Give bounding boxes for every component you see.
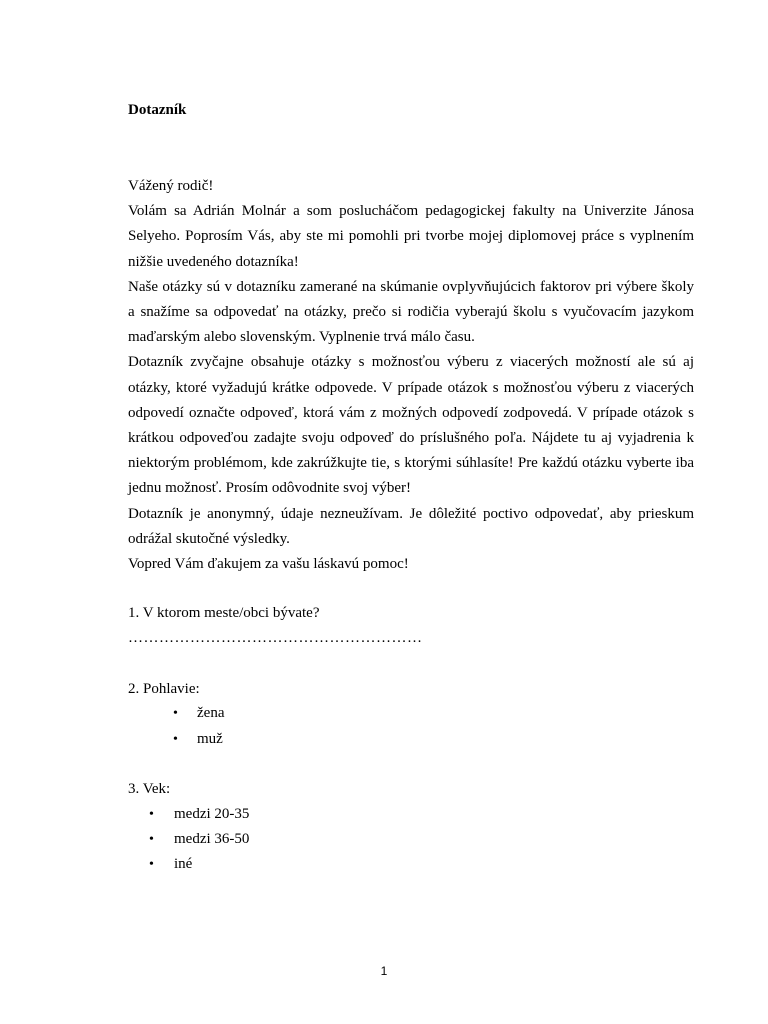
question-2-option-muz: muž	[197, 731, 223, 747]
bullet-icon: •	[149, 832, 154, 847]
question-3-label: 3. Vek:	[128, 781, 171, 797]
document-title: Dotazník	[128, 102, 187, 118]
question-2-label: 2. Pohlavie:	[128, 681, 200, 697]
question-3-option-ine: iné	[174, 856, 193, 872]
closing-thanks: Vopred Vám ďakujem za vašu láskavú pomoc!	[128, 556, 409, 573]
question-1-answer-line: …………………………………………………	[128, 630, 423, 646]
intro-paragraph-2: Naše otázky sú v dotazníku zamerané na skúmanie ovplyvňujúcich faktorov pri výbere školy a snažíme sa odpovedať na otázky, prečo si rodičia vyberajú školu s vyučovacím jazykom maďarským alebo slovenským. Vyplnenie trvá málo času.	[128, 278, 694, 346]
question-3-option-20-35: medzi 20-35	[174, 806, 250, 822]
bullet-icon: •	[149, 857, 154, 872]
intro-paragraph-1: Volám sa Adrián Molnár a som poslucháčom pedagogickej fakulty na Univerzite Jánosa Selyeho. Poprosím Vás, aby ste mi pomohli pri tvorbe mojej diplomovej práce s vyplnením nižšie uvedeného dotazníka!	[128, 203, 694, 270]
intro-paragraph-4: Dotazník je anonymný, údaje nezneužívam. Je dôležité poctivo odpovedať, aby prieskum odrážal skutočné výsledky.	[128, 505, 694, 547]
salutation: Vážený rodič!	[128, 178, 214, 194]
bullet-icon: •	[173, 706, 178, 721]
intro-paragraph-3: Dotazník zvyčajne obsahuje otázky s možnosťou výberu z viacerých možností ale sú aj otázky, ktoré vyžadujú krátke odpovede. V prípade otázok s možnosťou výberu z viacerých odpovedí označte odpoveď, ktorá vám z možných odpovedí zodpovedá. V prípade otázok s krátkou odpoveďou zadajte svoju odpoveď do príslušného poľa. Nájdete tu aj vyjadrenia k niektorým problémom, kde zakrúžkujte tie, s ktorými súhlasíte! Pre každú otázku vyberte iba jednu možnosť. Prosím odôvodnite svoj výber!	[128, 354, 694, 497]
page-number: 1	[380, 964, 388, 978]
bullet-icon: •	[173, 732, 178, 747]
question-1-label: 1. V ktorom meste/obci bývate?	[128, 605, 320, 621]
intro-text	[128, 174, 694, 577]
question-3-option-36-50: medzi 36-50	[174, 831, 250, 847]
bullet-icon: •	[149, 807, 154, 822]
question-2-option-zena: žena	[197, 705, 225, 721]
